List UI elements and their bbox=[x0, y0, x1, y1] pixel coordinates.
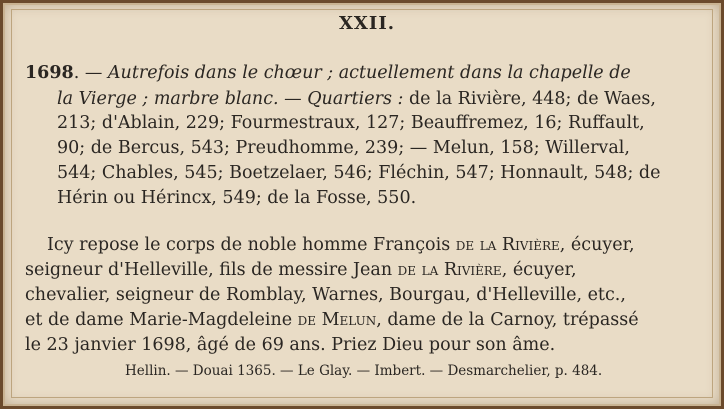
entry-line-1 bbox=[25, 61, 631, 85]
epitaph-line-1 bbox=[47, 233, 635, 257]
entry-location-2: la Vierge ; marbre blanc. — Quartiers : bbox=[57, 89, 404, 109]
epitaph-line-2 bbox=[25, 258, 577, 282]
epitaph-line-5: le 23 janvier 1698, âgé de 69 ans. Priez Dieu pour son âme. bbox=[25, 335, 556, 355]
section-number: XXII. bbox=[338, 13, 396, 34]
epitaph-line-3: chevalier, seigneur de Romblay, Warnes, Bourgau, d'Helleville, etc., bbox=[25, 285, 626, 305]
entry-year: 1698 bbox=[25, 63, 74, 83]
entry-line-5: 544; Chables, 545; Boetzelaer, 546; Fléchin, 547; Honnault, 548; de bbox=[57, 163, 661, 183]
epitaph-name: de la Rivière bbox=[397, 260, 502, 280]
epitaph-text: Icy repose le corps de noble homme François bbox=[47, 235, 456, 255]
epitaph-text: et de dame Marie-Magdeleine bbox=[25, 310, 298, 330]
entry-line-6: Hérin ou Hérincx, 549; de la Fosse, 550. bbox=[57, 188, 417, 208]
entry-location-1: Autrefois dans le chœur ; actuellement dans la chapelle de bbox=[107, 63, 631, 83]
sources-line: Hellin. — Douai 1365. — Le Glay. — Imbert. — Desmarchelier, p. 484. bbox=[125, 363, 603, 379]
entry-quartiers-1: de la Rivière, 448; de Waes, bbox=[403, 89, 656, 109]
epitaph-text: , écuyer, bbox=[501, 260, 577, 280]
epitaph-name: de Melun bbox=[297, 310, 377, 330]
epitaph-text: , dame de la Carnoy, trépassé bbox=[376, 310, 639, 330]
epitaph-text: seigneur d'Helleville, fils de messire Jean bbox=[25, 260, 398, 280]
epitaph-line-4 bbox=[25, 308, 639, 332]
epitaph-text: , écuyer, bbox=[559, 235, 635, 255]
entry-dash: . — bbox=[73, 63, 108, 83]
entry-line-2 bbox=[57, 87, 656, 111]
epitaph-name: de la Rivière bbox=[455, 235, 560, 255]
entry-line-3: 213; d'Ablain, 229; Fourmestraux, 127; Beauffremez, 16; Ruffault, bbox=[57, 113, 645, 133]
entry-line-4: 90; de Bercus, 543; Preudhomme, 239; — Melun, 158; Willerval, bbox=[57, 138, 630, 158]
